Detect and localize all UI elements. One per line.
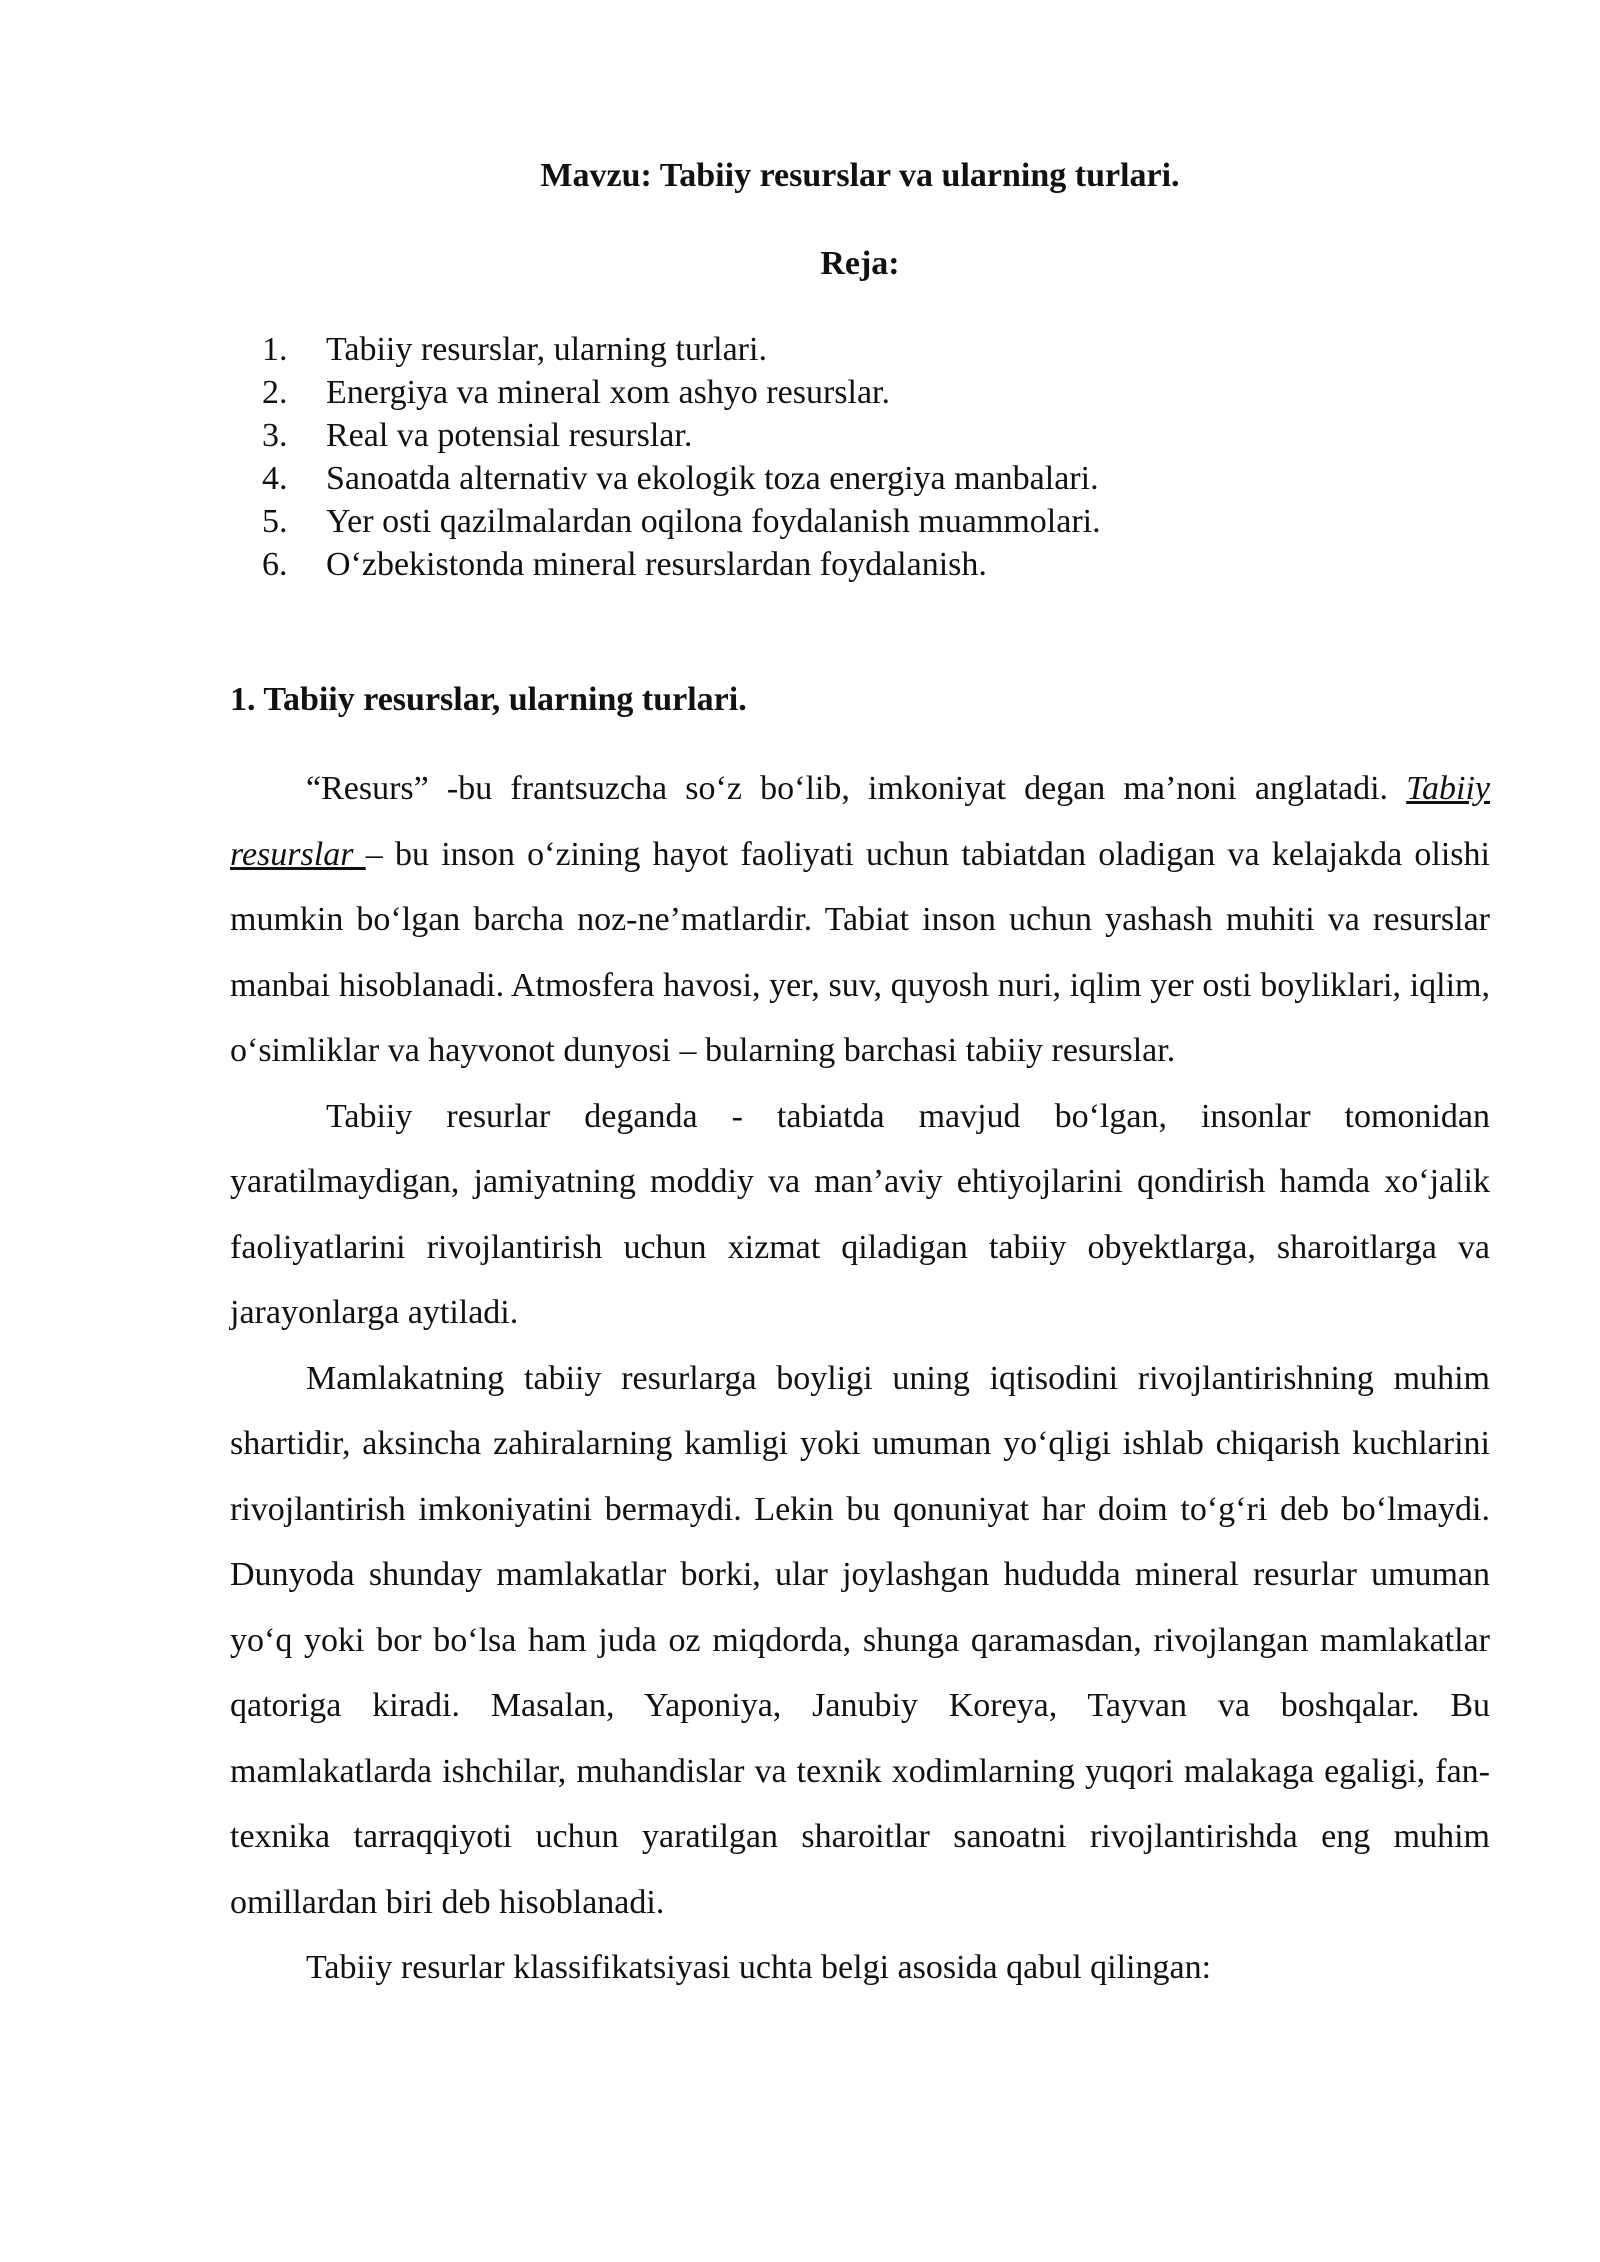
paragraph-1-intro: “Resurs” -bu frantsuzcha so‘z bo‘lib, imkoniyat degan ma’noni anglatadi. [306, 770, 1407, 807]
plan-item [262, 500, 1101, 543]
paragraph-3: Mamlakatning tabiiy resurlarga boyligi uning iqtisodini rivojlantirishning muhim shartidir, aksincha zahiralarning kamligi yoki umuman yo‘qligi ishlab chiqarish kuchlarini rivojlantirish imkoniyatini bermaydi. Lekin bu qonuniyat har doim to‘g‘ri deb bo‘lmaydi. Dunyoda shunday mamlakatlar borki, ular joylashgan hududda mineral resurlar umuman yo‘q yoki bor bo‘lsa ham juda oz miqdorda, shunga qaramasdan, rivojlangan mamlakatlar qatoriga kiradi. Masalan, Yaponiya, Janubiy Koreya, Tayvan va boshqalar. Bu mamlakatlarda ishchilar, muhandislar va texnik xodimlarning yuqori malakaga egaligi, fan-texnika tarraqqiyoti uchun yaratilgan sharoitlar sanoatni rivojlantirishda eng muhim omillardan biri deb hisoblanadi. [230, 1359, 1490, 1921]
plan-item-number: 1. [262, 331, 288, 368]
paragraph-4: Tabiiy resurlar klassifikatsiyasi uchta belgi asosida qabul qilingan: [306, 1949, 1212, 1986]
body-text [230, 756, 1490, 2001]
plan-item [262, 543, 1101, 586]
plan-item-number: 6. [262, 546, 288, 583]
plan-item-text: Energiya va mineral xom ashyo resurslar. [326, 374, 890, 411]
document-title: Mavzu: Tabiiy resurslar va ularning turlari. [540, 157, 1180, 194]
plan-item [262, 414, 1101, 457]
section-heading: 1. Tabiiy resurslar, ularning turlari. [230, 681, 747, 718]
plan-title: Reja: [820, 245, 900, 282]
plan-item-text: Sanoatda alternativ va ekologik toza energiya manbalari. [326, 460, 1099, 497]
plan-item-number: 3. [262, 417, 288, 454]
plan-item-text: O‘zbekistonda mineral resurslardan foydalanish. [326, 546, 987, 583]
paragraph-1-rest: – bu inson o‘zining hayot faoliyati uchun tabiatdan oladigan va kelajakda olishi mumkin bo‘lgan barcha noz-ne’matlardir. Tabiat inson uchun yashash muhiti va resurslar manbai hisoblanadi. Atmosfera havosi, yer, suv, quyosh nuri, iqlim yer osti boyliklari, iqlim, o‘simliklar va hayvonot dunyosi – bularning barchasi tabiiy resurslar. [230, 835, 1490, 1069]
plan-item-number: 2. [262, 374, 288, 411]
plan-item [262, 457, 1101, 500]
plan-item [262, 328, 1101, 371]
plan-item-text: Tabiiy resurslar, ularning turlari. [326, 331, 767, 368]
plan-item-number: 5. [262, 503, 288, 540]
paragraph-1 [230, 756, 1490, 1084]
plan-item [262, 371, 1101, 414]
term-tabiiy-resurslar: Tabiiy resurslar [230, 770, 1490, 873]
plan-item-text: Real va potensial resurslar. [326, 417, 693, 454]
plan-item-number: 4. [262, 460, 288, 497]
plan-list [262, 328, 1101, 586]
paragraph-2: Tabiiy resurlar deganda - tabiatda mavjud bo‘lgan, insonlar tomonidan yaratilmaydigan, jamiyatning moddiy va man’aviy ehtiyojlarini qondirish hamda xo‘jalik faoliyatlarini rivojlantirish uchun xizmat qiladigan tabiiy obyektlarga, sharoitlarga va jarayonlarga aytiladi. [230, 1097, 1490, 1331]
plan-item-text: Yer osti qazilmalardan oqilona foydalanish muammolari. [326, 503, 1101, 540]
